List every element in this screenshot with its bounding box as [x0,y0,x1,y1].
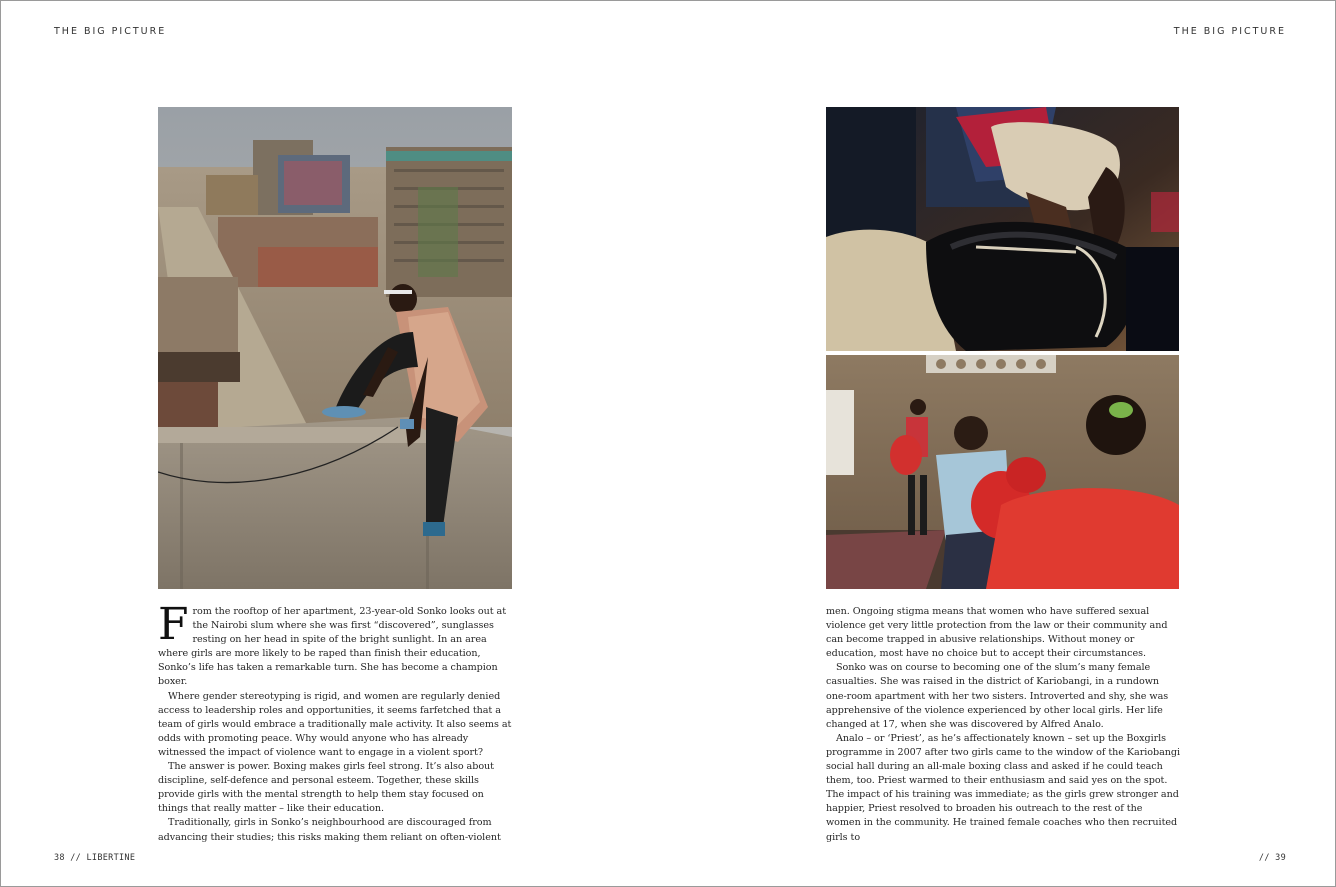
paragraph: Where gender stereotyping is rigid, and women are regularly denied access to leadership roles and opportunities, it seems farfetched that a team of girls would embrace a traditionally male activity. It also seems at odds with promoting peace. Why would anyone who has already witnessed the impact of violence want to engage in a violent sport? [158,690,512,758]
paragraph: Analo – or ‘Priest’, as he’s affectionately known – set up the Boxgirls programme in 2007 after two girls came to the window of the Kariobangi social hall during an all-male boxing class and asked if he could teach them, too. Priest warmed to their enthusiasm and said yes on the spot. The impact of his training was immediate; as the girls grew stronger and happier, Priest resolved to broaden his outreach to the rest of the women in the community. He trained female coaches who then recruited girls to [826,732,1181,843]
photo-boxing-hall [826,355,1179,589]
drop-cap: F [158,599,189,650]
photo-gloves [826,107,1179,351]
paragraph: Sonko was on course to becoming one of the slum’s many female casualties. She was raised in the district of Kariobangi, in a rundown one-room apartment with her two sisters. Introverted and shy, she was apprehensive of the violence experienced by other local girls. Her life changed at 17, when she was discovered by Alfred Analo. [826,662,1169,730]
running-header-right: THE BIG PICTURE [1173,26,1286,37]
paragraph: From the rooftop of her apartment, 23-year-old Sonko looks out at the Nairobi slum where she was first “discovered”, sunglasses resting on her head in spite of the bright sunlight. In an area where girls are more likely to be raped than finish their education, Sonko’s life has taken a remarkable turn. She has become a champion boxer. [158,599,507,688]
article-column-left [158,599,512,845]
folio-right: // 39 [1258,853,1286,863]
paragraph: The answer is power. Boxing makes girls feel strong. It’s also about discipline, self-defence and personal esteem. Together, these skills provide girls with the mental strength to help them stay focused on things that really matter – like their education. [158,761,494,815]
article-column-right [826,605,1180,845]
paragraph: men. Ongoing stigma means that women who have suffered sexual violence get very little protection from the law or their community and can become trapped in abusive relationships. Without money or education, most have no choice but to accept their circumstances. [826,606,1168,660]
running-header-left: THE BIG PICTURE [54,26,167,37]
paragraph: Traditionally, girls in Sonko’s neighbourhood are discouraged from advancing their studies; this risks making them reliant on often-violent [158,817,501,843]
photo-rooftop [158,107,512,589]
folio-left: 38 // LIBERTINE [54,853,136,863]
